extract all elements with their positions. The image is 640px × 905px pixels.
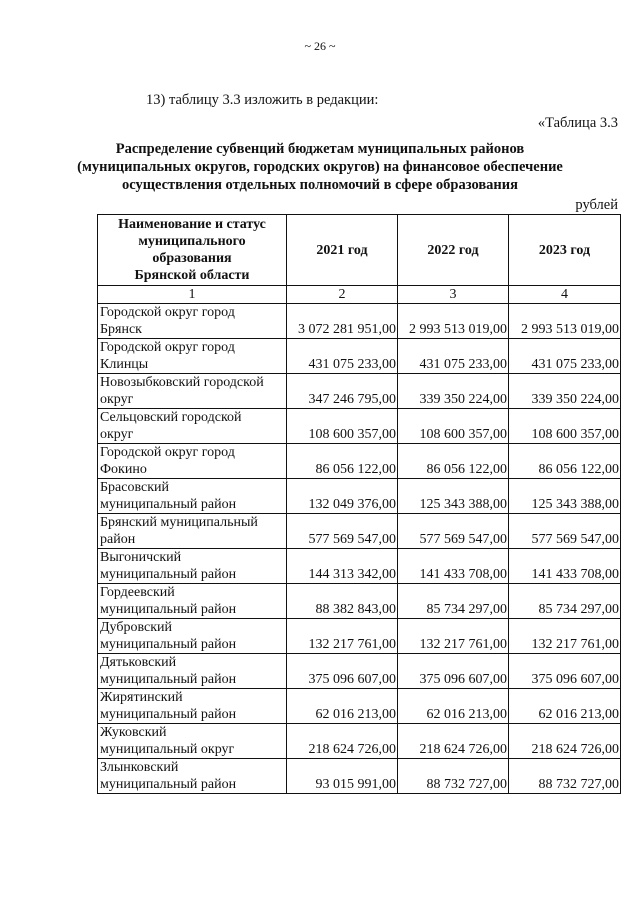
value-2021: 88 382 843,00 — [287, 584, 398, 619]
municipality-name-line: Злынковский — [100, 760, 179, 775]
value-2021: 132 049 376,00 — [287, 479, 398, 514]
value-2023: 339 350 224,00 — [509, 374, 621, 409]
municipality-name-line: Клинцы — [100, 357, 149, 372]
value-2021: 577 569 547,00 — [287, 514, 398, 549]
value-2022: 86 056 122,00 — [398, 444, 509, 479]
header-line: Наименование и статус — [118, 217, 266, 232]
municipality-name-line: муниципальный район — [100, 567, 237, 582]
value-2023: 108 600 357,00 — [509, 409, 621, 444]
table-row — [98, 724, 621, 759]
municipality-name-line: Дубровский — [100, 620, 173, 635]
table-row — [98, 759, 621, 794]
municipality-name-line: район — [100, 532, 136, 547]
table-row — [98, 409, 621, 444]
value-2022: 108 600 357,00 — [398, 409, 509, 444]
municipality-name — [98, 689, 287, 724]
value-2021: 86 056 122,00 — [287, 444, 398, 479]
municipality-name-line: Выгоничский — [100, 550, 182, 565]
value-2023: 577 569 547,00 — [509, 514, 621, 549]
value-2022: 132 217 761,00 — [398, 619, 509, 654]
value-2021: 431 075 233,00 — [287, 339, 398, 374]
municipality-name-line: Брянский муниципальный — [100, 515, 258, 530]
municipality-name-line: Городской округ город — [100, 305, 235, 320]
municipality-name — [98, 304, 287, 339]
value-2022: 218 624 726,00 — [398, 724, 509, 759]
municipality-name-line: муниципальный район — [100, 707, 237, 722]
value-2022: 62 016 213,00 — [398, 689, 509, 724]
table-row — [98, 549, 621, 584]
value-2022: 141 433 708,00 — [398, 549, 509, 584]
title-line: осуществления отдельных полномочий в сфере образования — [122, 177, 518, 193]
value-2021: 144 313 342,00 — [287, 549, 398, 584]
table-reference: «Таблица 3.3 — [537, 115, 618, 131]
column-number: 2 — [287, 286, 398, 304]
municipality-name-line: Фокино — [100, 462, 147, 477]
value-2022: 431 075 233,00 — [398, 339, 509, 374]
value-2023: 2 993 513 019,00 — [509, 304, 621, 339]
municipality-name-line: Городской округ город — [100, 340, 235, 355]
value-2022: 125 343 388,00 — [398, 479, 509, 514]
table-row — [98, 444, 621, 479]
municipality-name-line: округ — [100, 392, 134, 407]
header-name-column — [98, 215, 287, 286]
value-2023: 132 217 761,00 — [509, 619, 621, 654]
municipality-name-line: Брасовский — [100, 480, 169, 495]
municipality-name-line: Брянск — [100, 322, 142, 337]
title-line: Распределение субвенций бюджетам муниципальных районов — [115, 141, 525, 157]
table-row — [98, 654, 621, 689]
table-row — [98, 584, 621, 619]
value-2021: 375 096 607,00 — [287, 654, 398, 689]
column-number-row — [98, 286, 621, 304]
municipality-name-line: муниципальный район — [100, 777, 237, 792]
page-number: ~ 26 ~ — [304, 39, 336, 53]
value-2023: 431 075 233,00 — [509, 339, 621, 374]
header-line: Брянской области — [134, 268, 250, 283]
municipality-name-line: муниципальный район — [100, 672, 237, 687]
table-header-row — [98, 215, 621, 286]
title-line: (муниципальных округов, городских округов) на финансовое обеспечение — [77, 159, 563, 175]
column-number: 3 — [398, 286, 509, 304]
column-number: 4 — [509, 286, 621, 304]
table-row — [98, 374, 621, 409]
value-2023: 85 734 297,00 — [509, 584, 621, 619]
value-2023: 125 343 388,00 — [509, 479, 621, 514]
value-2022: 2 993 513 019,00 — [398, 304, 509, 339]
municipality-name-line: Жуковский — [100, 725, 167, 740]
header-year-2022: 2022 год — [398, 215, 509, 286]
municipality-name-line: Городской округ город — [100, 445, 235, 460]
value-2021: 347 246 795,00 — [287, 374, 398, 409]
municipality-name — [98, 409, 287, 444]
value-2021: 62 016 213,00 — [287, 689, 398, 724]
header-year-2021: 2021 год — [287, 215, 398, 286]
table-row — [98, 339, 621, 374]
municipality-name-line: Новозыбковский городской — [100, 375, 264, 390]
value-2021: 3 072 281 951,00 — [287, 304, 398, 339]
municipality-name — [98, 654, 287, 689]
document-title — [0, 140, 640, 194]
table-row — [98, 479, 621, 514]
municipality-name-line: Гордеевский — [100, 585, 175, 600]
value-2023: 62 016 213,00 — [509, 689, 621, 724]
municipality-name — [98, 444, 287, 479]
value-2022: 577 569 547,00 — [398, 514, 509, 549]
header-line: образования — [152, 251, 232, 266]
table-row — [98, 304, 621, 339]
header-year-2023: 2023 год — [509, 215, 621, 286]
municipality-name — [98, 584, 287, 619]
municipality-name-line: округ — [100, 427, 134, 442]
municipality-name — [98, 619, 287, 654]
value-2023: 218 624 726,00 — [509, 724, 621, 759]
municipality-name-line: Сельцовский городской — [100, 410, 242, 425]
column-number: 1 — [98, 286, 287, 304]
value-2021: 132 217 761,00 — [287, 619, 398, 654]
municipality-name — [98, 374, 287, 409]
value-2023: 375 096 607,00 — [509, 654, 621, 689]
value-2021: 218 624 726,00 — [287, 724, 398, 759]
municipality-name-line: Жирятинский — [100, 690, 183, 705]
header-line: муниципального — [138, 234, 246, 249]
unit-label: рублей — [575, 197, 618, 213]
municipality-name-line: муниципальный район — [100, 637, 237, 652]
value-2023: 88 732 727,00 — [509, 759, 621, 794]
municipality-name — [98, 339, 287, 374]
municipality-name — [98, 514, 287, 549]
municipality-name-line: муниципальный район — [100, 497, 237, 512]
municipality-name-line: Дятьковский — [100, 655, 177, 670]
municipality-name — [98, 724, 287, 759]
municipality-name — [98, 479, 287, 514]
table-row — [98, 619, 621, 654]
subventions-table — [97, 214, 621, 794]
table-row — [98, 689, 621, 724]
municipality-name-line: муниципальный округ — [100, 742, 235, 757]
value-2023: 86 056 122,00 — [509, 444, 621, 479]
value-2021: 108 600 357,00 — [287, 409, 398, 444]
municipality-name — [98, 549, 287, 584]
value-2021: 93 015 991,00 — [287, 759, 398, 794]
value-2022: 375 096 607,00 — [398, 654, 509, 689]
table-row — [98, 514, 621, 549]
municipality-name-line: муниципальный район — [100, 602, 237, 617]
value-2022: 339 350 224,00 — [398, 374, 509, 409]
value-2022: 85 734 297,00 — [398, 584, 509, 619]
intro-text: 13) таблицу 3.3 изложить в редакции: — [146, 92, 379, 108]
municipality-name — [98, 759, 287, 794]
value-2022: 88 732 727,00 — [398, 759, 509, 794]
value-2023: 141 433 708,00 — [509, 549, 621, 584]
